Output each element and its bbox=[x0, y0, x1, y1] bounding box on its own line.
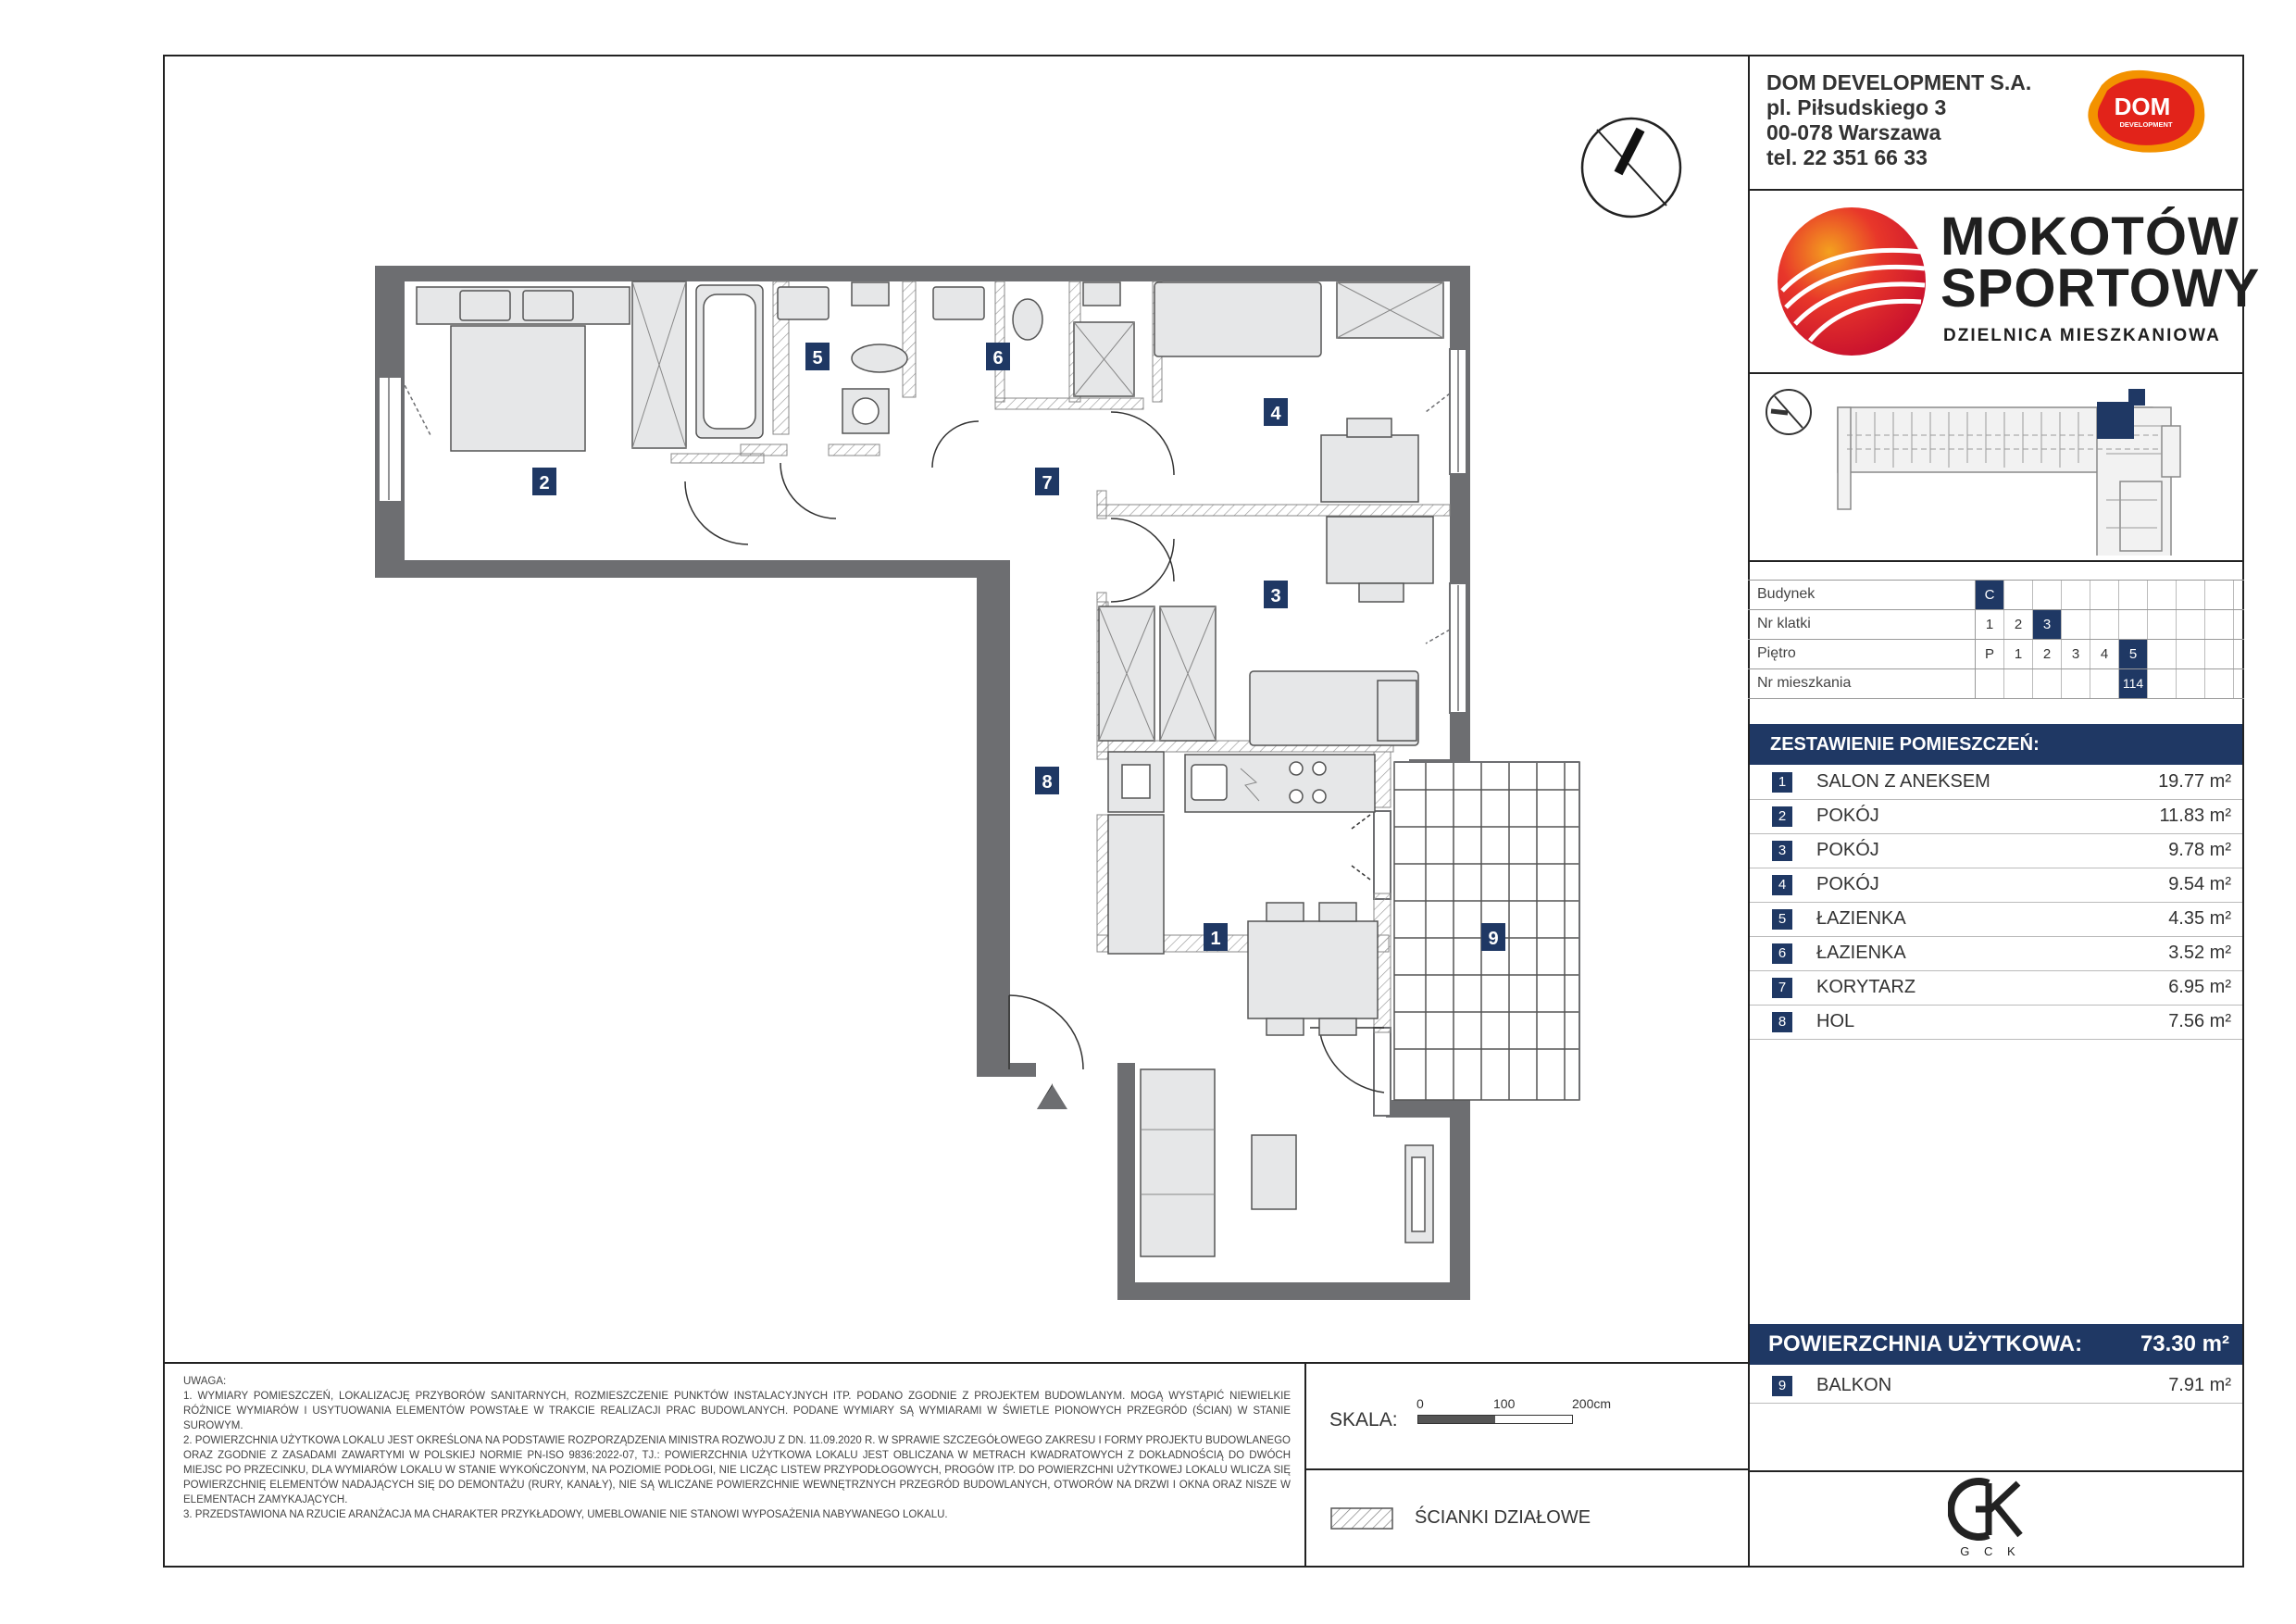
dom-development-logo bbox=[2083, 67, 2208, 155]
divider-balcony-bottom bbox=[1748, 1470, 2244, 1472]
project-title-line2: SPORTOWY bbox=[1940, 258, 2261, 319]
room-num: 7 bbox=[1772, 978, 1792, 998]
apartment-label: Nr mieszkania bbox=[1757, 675, 1852, 691]
key-plan-compass-icon bbox=[1766, 390, 1811, 434]
usable-area-label: POWIERZCHNIA UŻYTKOWA: bbox=[1768, 1331, 2083, 1356]
divider-project bbox=[1748, 372, 2244, 374]
room-num: 5 bbox=[1772, 909, 1792, 930]
room-area: 9.54 m² bbox=[2168, 874, 2231, 894]
plan-tag-1: 1 bbox=[1210, 929, 1221, 949]
usable-area-bar bbox=[1750, 1324, 2242, 1365]
plan-tag-6: 6 bbox=[992, 348, 1004, 369]
scale-tick-100: 100 bbox=[1493, 1396, 1516, 1411]
note-item: 3. PRZEDSTAWIONA NA RZUCIE ARANŻACJA MA CHARAKTER PRZYKŁADOWY, UMEBLOWANIE NIE STANOWI WYPOSAŻENIA NABYWANEGO LOKALU. bbox=[183, 1509, 948, 1520]
room-row bbox=[1750, 800, 2242, 834]
building-label: Budynek bbox=[1757, 586, 1816, 602]
staircase-cell-selected: 3 bbox=[2033, 610, 2062, 639]
room-name: POKÓJ bbox=[1816, 874, 1879, 894]
company-phone: tel. 22 351 66 33 bbox=[1766, 145, 1928, 169]
room-num: 2 bbox=[1772, 806, 1792, 827]
plan-tag-5: 5 bbox=[812, 348, 823, 369]
note-item: 1. WYMIARY POMIESZCZEŃ, LOKALIZACJĘ PRZYBORÓW SANITARNYCH, ROZMIESZCZENIE PUNKTÓW INSTALACYJNYCH ITP. PODANO ZGODNIE Z PROJEKTEM BUDOWLANYM. MOGĄ WYSTĄPIĆ NIEWIELKIE RÓŻNICE WYMIARÓW I USYTUOWANIA ELEMENTÓW POWSTAŁE W TRAKCIE REALIZACJI PRAC BUDOWLANYCH. PODANE WYMIARY SĄ WYMIARAMI W ŚWIETLE PIONOWYCH PRZEGRÓD (ŚCIAN) W STANIE SUROWYM. bbox=[183, 1391, 1291, 1431]
plan-tag-4: 4 bbox=[1270, 404, 1281, 424]
dom-logo-subtext: DEVELOPMENT bbox=[2119, 120, 2173, 129]
floor-cell-selected: 5 bbox=[2119, 640, 2148, 668]
partition-label: ŚCIANKI DZIAŁOWE bbox=[1415, 1507, 1591, 1528]
floor-cell: 3 bbox=[2062, 640, 2090, 668]
room-num: 6 bbox=[1772, 943, 1792, 964]
room-area: 7.56 m² bbox=[2168, 1011, 2231, 1031]
balcony-area: 7.91 m² bbox=[2168, 1375, 2231, 1395]
balcony-num: 9 bbox=[1772, 1376, 1792, 1396]
scale-tick-0: 0 bbox=[1416, 1396, 1424, 1411]
floor-cell: 2 bbox=[2033, 640, 2062, 668]
project-title bbox=[1940, 206, 2261, 319]
notes-title: UWAGA: bbox=[183, 1376, 227, 1387]
north-compass-icon bbox=[1582, 119, 1680, 217]
floor-cell: 4 bbox=[2090, 640, 2119, 668]
divider-notes-scale bbox=[1304, 1362, 1306, 1568]
room-num: 1 bbox=[1772, 772, 1792, 793]
company-city: 00-078 Warszawa bbox=[1766, 120, 1941, 144]
divider-keyplan bbox=[1748, 560, 2244, 562]
apartment-cell: 114 bbox=[2119, 669, 2148, 698]
room-name: POKÓJ bbox=[1816, 806, 1879, 826]
notes-block bbox=[183, 1374, 1291, 1522]
room-row bbox=[1750, 834, 2242, 868]
staircase-label: Nr klatki bbox=[1757, 616, 1811, 631]
room-name: ŁAZIENKA bbox=[1816, 943, 1906, 963]
room-area: 6.95 m² bbox=[2168, 977, 2231, 997]
key-plan-selected-apartment bbox=[2097, 402, 2134, 439]
room-area: 19.77 m² bbox=[2158, 771, 2231, 792]
room-area: 4.35 m² bbox=[2168, 908, 2231, 929]
room-name: ŁAZIENKA bbox=[1816, 908, 1906, 929]
note-item: 2. POWIERZCHNIA UŻYTKOWA LOKALU JEST OKREŚLONA NA PODSTAWIE ROZPORZĄDZENIA MINISTRA ROZWOJU Z DN. 11.09.2020 R. W SPRAWIE SZCZEGÓŁOWEGO ZAKRESU I FORMY PROJEKTU BUDOWLANEGO ORAZ ZGODNIE Z ZASADAMI ZAWARTYMI W POLSKIEJ NORMIE PN-ISO 9836:2022-07, TJ.: POWIERZCHNIA UŻYTKOWA LOKALU JEST OBLICZANA W METRACH KWADRATOWYCH Z DOKŁADNOŚCIĄ DO DWÓCH MIEJSC PO PRZECINKU, DLA WYMIARÓW LOKALU W STANIE WYKOŃCZONYM, NA POZIOMIE PODŁOGI, NIE LICZĄC LISTEW PRZYPODŁOGOWYCH, PROGÓW ITP. DO POWIERZCHNI UŻYTKOWEJ LOKALU WLICZA SIĘ POWIERZCHNIĘ ELEMENTÓW NADAJĄCYCH SIĘ DO DEMONTAŻU (RURY, KANAŁY), NIE SĄ WLICZANE POWIERZCHNIE WEWNĘTRZNYCH PRZEGRÓD BUDOWLANYCH, OTWORÓW NA DRZWI I OKNA ORAZ NISZE W ELEMENTACH ZAMYKAJĄCYCH. bbox=[183, 1435, 1291, 1505]
room-row bbox=[1750, 903, 2242, 937]
room-name: KORYTARZ bbox=[1816, 977, 1916, 997]
scale-label: SKALA: bbox=[1329, 1409, 1398, 1430]
balcony-row bbox=[1750, 1369, 2242, 1404]
company-address bbox=[1766, 70, 2031, 170]
room-num: 4 bbox=[1772, 875, 1792, 895]
divider-company bbox=[1748, 189, 2244, 191]
floor-plan bbox=[163, 55, 1748, 1362]
project-subtitle: DZIELNICA MIESZKANIOWA bbox=[1943, 326, 2221, 345]
partition-legend-icon bbox=[1330, 1507, 1393, 1530]
plan-tag-8: 8 bbox=[1042, 772, 1053, 793]
room-name: HOL bbox=[1816, 1011, 1855, 1031]
divider-scale-partition bbox=[1304, 1468, 1750, 1470]
floor-label: Piętro bbox=[1757, 645, 1796, 661]
mokotow-sportowy-logo bbox=[1773, 206, 1930, 357]
gck-logo bbox=[1948, 1474, 2033, 1557]
room-row bbox=[1750, 971, 2242, 1006]
staircase-cell: 2 bbox=[2004, 610, 2033, 639]
dom-logo-text: DOM bbox=[2114, 93, 2171, 120]
plan-tag-3: 3 bbox=[1270, 586, 1281, 606]
plan-tag-9: 9 bbox=[1488, 929, 1499, 949]
room-name: POKÓJ bbox=[1816, 840, 1879, 860]
room-row bbox=[1750, 766, 2242, 800]
plan-tag-2: 2 bbox=[539, 473, 550, 493]
company-name: DOM DEVELOPMENT S.A. bbox=[1766, 70, 2032, 94]
usable-area-value: 73.30 m² bbox=[2140, 1331, 2229, 1356]
company-street: pl. Piłsudskiego 3 bbox=[1766, 95, 1947, 119]
room-area: 9.78 m² bbox=[2168, 840, 2231, 860]
building-key-plan bbox=[1754, 380, 2240, 556]
plan-tag-7: 7 bbox=[1042, 473, 1053, 493]
staircase-cell: 1 bbox=[1976, 610, 2004, 639]
room-row bbox=[1750, 868, 2242, 903]
rooms-title: ZESTAWIENIE POMIESZCZEŃ: bbox=[1770, 734, 2040, 755]
room-row bbox=[1750, 1006, 2242, 1040]
room-area: 3.52 m² bbox=[2168, 943, 2231, 963]
room-num: 8 bbox=[1772, 1012, 1792, 1032]
room-row bbox=[1750, 937, 2242, 971]
divider-bottom bbox=[163, 1362, 1750, 1364]
scale-tick-200: 200cm bbox=[1572, 1396, 1612, 1411]
room-num: 3 bbox=[1772, 841, 1792, 861]
floor-cell: 1 bbox=[2004, 640, 2033, 668]
gck-text: G C K bbox=[1960, 1544, 2021, 1557]
scale-bar bbox=[1417, 1415, 1573, 1424]
building-cell: C bbox=[1976, 581, 2004, 609]
project-title-line1: MOKOTÓW bbox=[1940, 206, 2240, 267]
room-area: 11.83 m² bbox=[2159, 806, 2231, 826]
rooms-title-bar bbox=[1750, 724, 2242, 765]
room-name: SALON Z ANEKSEM bbox=[1816, 771, 1990, 792]
floor-cell: P bbox=[1976, 640, 2004, 668]
balcony-name: BALKON bbox=[1816, 1375, 1892, 1395]
